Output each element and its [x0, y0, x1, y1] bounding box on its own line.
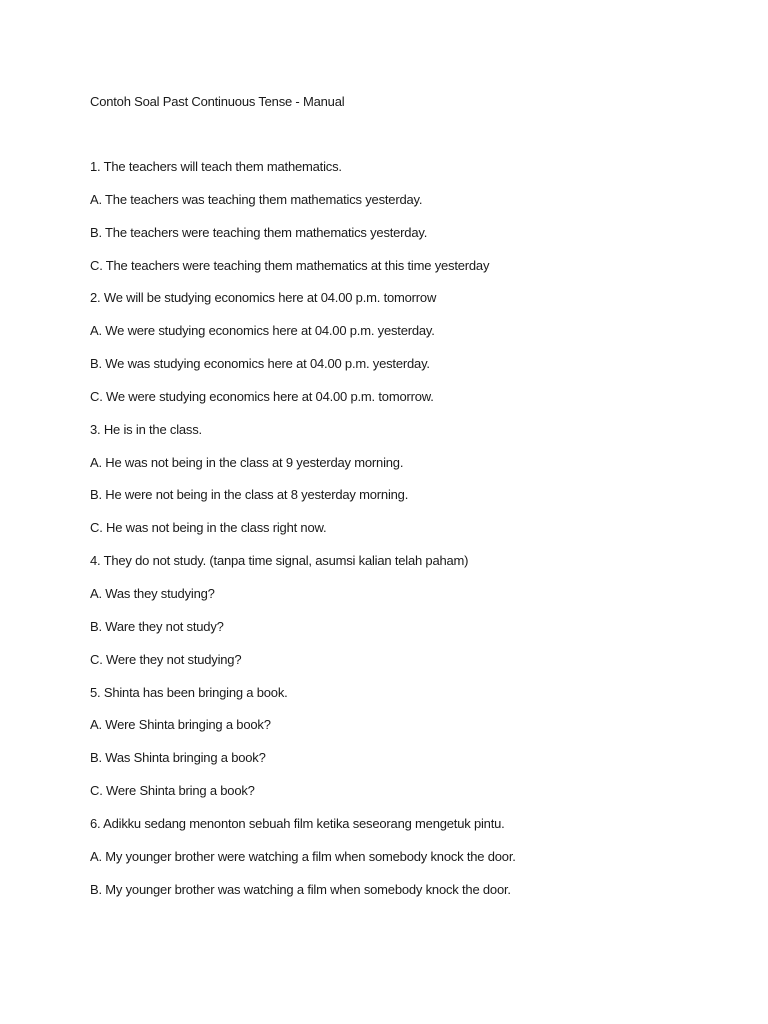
answer-option: C. Were Shinta bring a book?	[90, 783, 255, 799]
question-line: 3. He is in the class.	[90, 421, 202, 437]
document-title: Contoh Soal Past Continuous Tense - Manual	[90, 94, 345, 109]
answer-option: B. Ware they not study?	[90, 618, 224, 634]
question-list	[90, 159, 516, 914]
answer-option: B. He were not being in the class at 8 yesterday morning.	[90, 487, 409, 503]
answer-option: B. My younger brother was watching a film when somebody knock the door.	[90, 881, 511, 897]
answer-option: A. Were Shinta bringing a book?	[90, 717, 271, 733]
question-line: 2. We will be studying economics here at 04.00 p.m. tomorrow	[90, 290, 437, 306]
question-line: 1. The teachers will teach them mathematics.	[90, 159, 342, 174]
question-line: 5. Shinta has been bringing a book.	[90, 684, 288, 700]
question-line: 4. They do not study. (tanpa time signal, asumsi kalian telah paham)	[90, 553, 469, 569]
answer-option: B. We was studying economics here at 04.00 p.m. yesterday.	[90, 356, 430, 372]
answer-option: B. Was Shinta bringing a book?	[90, 750, 266, 766]
answer-option: A. My younger brother were watching a film when somebody knock the door.	[90, 848, 516, 864]
answer-option: A. The teachers was teaching them mathematics yesterday.	[90, 191, 423, 207]
answer-option: C. The teachers were teaching them mathematics at this time yesterday	[90, 257, 490, 273]
answer-option: A. Was they studying?	[90, 585, 215, 601]
answer-option: A. He was not being in the class at 9 yesterday morning.	[90, 454, 404, 470]
answer-option: C. We were studying economics here at 04.00 p.m. tomorrow.	[90, 388, 434, 404]
answer-option: B. The teachers were teaching them mathematics yesterday.	[90, 224, 428, 240]
question-line: 6. Adikku sedang menonton sebuah film ketika seseorang mengetuk pintu.	[90, 815, 505, 831]
answer-option: C. He was not being in the class right now.	[90, 520, 327, 536]
answer-option: C. Were they not studying?	[90, 651, 242, 667]
answer-option: A. We were studying economics here at 04.00 p.m. yesterday.	[90, 323, 435, 339]
